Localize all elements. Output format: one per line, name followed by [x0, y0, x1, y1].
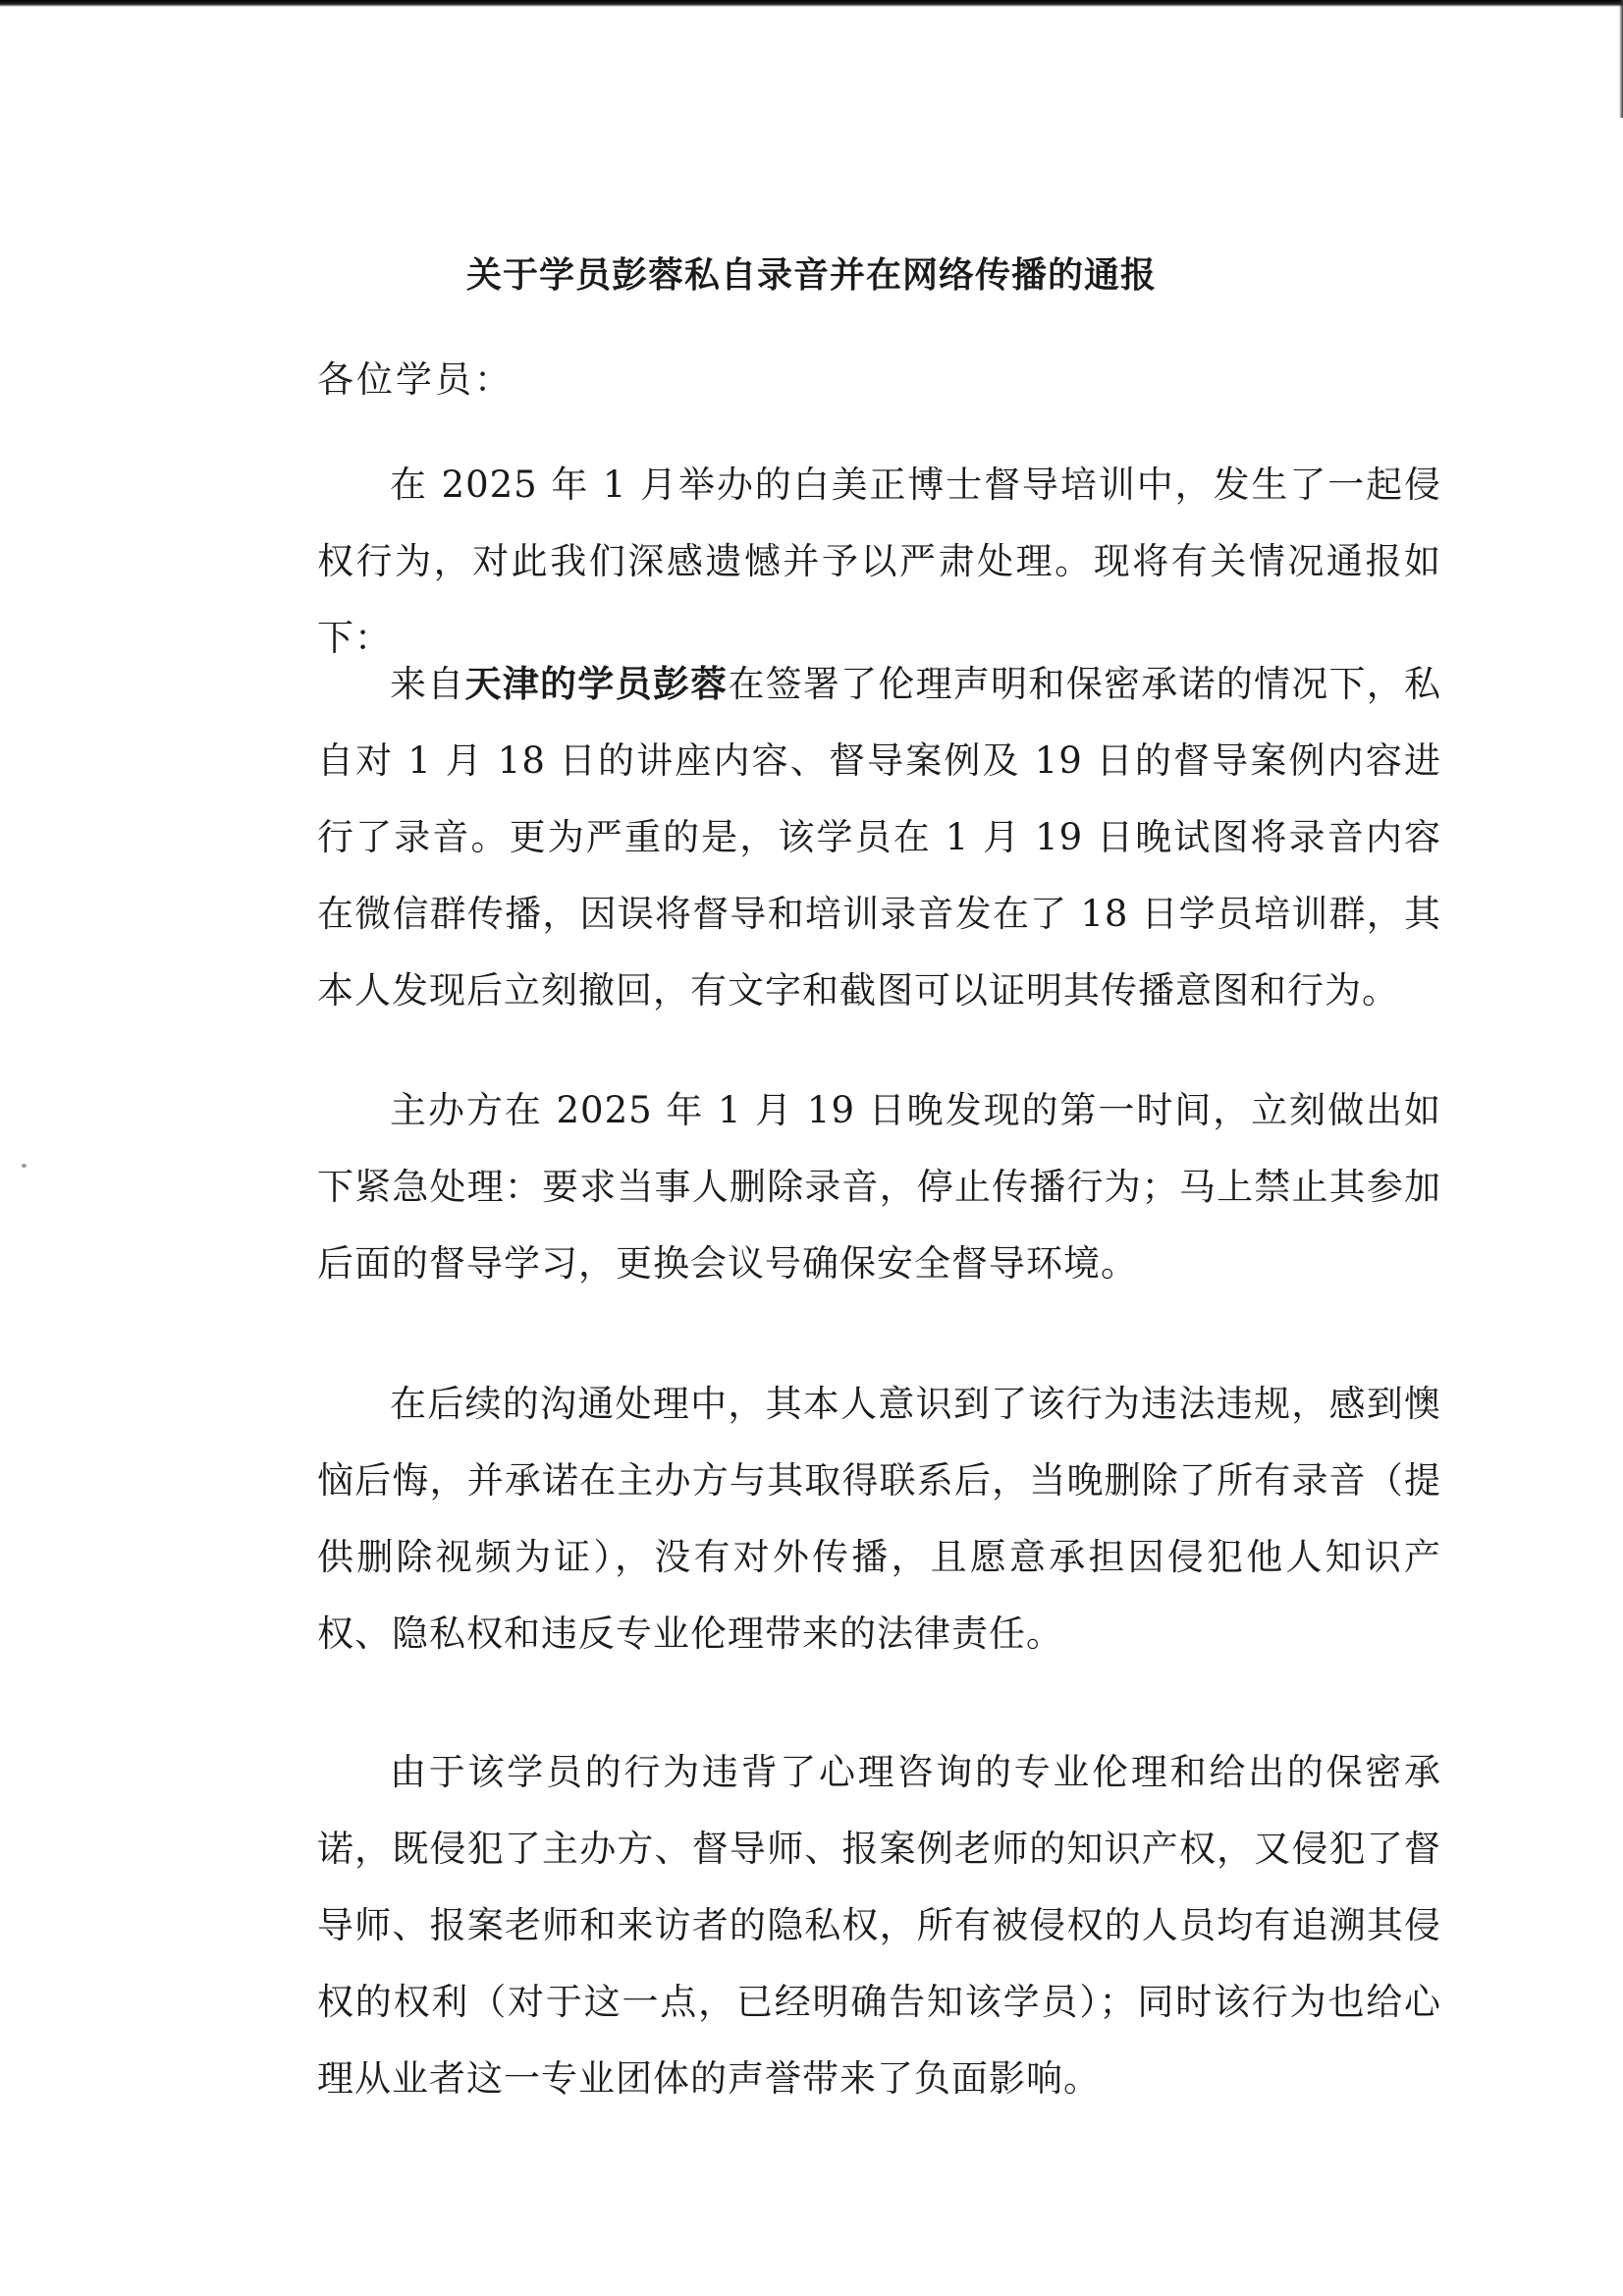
scan-right-edge — [1619, 0, 1623, 118]
paragraph-1: 在 2025 年 1 月举办的白美正博士督导培训中，发生了一起侵权行为，对此我们深感遗憾并予以严肃处理。现将有关情况通报如下： — [317, 464, 1441, 659]
paragraph-3: 主办方在 2025 年 1 月 19 日晚发现的第一时间，立刻做出如下紧急处理：要求当事人删除录音，停止传播行为；马上禁止其参加后面的督导学习，更换会议号确保安全督导环境。 — [317, 1089, 1441, 1285]
salutation: 各位学员： — [317, 358, 514, 401]
paragraph-2-bold-name: 天津的学员彭蓉 — [464, 662, 729, 705]
paragraph-4: 在后续的沟通处理中，其本人意识到了该行为违法违规，感到懊恼后悔，并承诺在主办方与其取得联系后，当晚删除了所有录音（提供删除视频为证），没有对外传播，且愿意承担因侵犯他人知识产权、隐私权和违反专业伦理带来的法律责任。 — [317, 1383, 1441, 1655]
paragraph-5: 由于该学员的行为违背了心理咨询的专业伦理和给出的保密承诺，既侵犯了主办方、督导师、报案例老师的知识产权，又侵犯了督导师、报案老师和来访者的隐私权，所有被侵权的人员均有追溯其侵权的权利（对于这一点，已经明确告知该学员）；同时该行为也给心理从业者这一专业团体的声誉带来了负面影响。 — [317, 1751, 1441, 2100]
paragraph-2-prefix: 来自 — [390, 663, 465, 705]
scan-top-edge — [0, 0, 1623, 7]
paragraph-2 — [317, 645, 1441, 1029]
scan-speck — [22, 1164, 27, 1168]
paragraph-2-body: 在签署了伦理声明和保密承诺的情况下，私自对 1 月 18 日的讲座内容、督导案例及 19 日的督导案例内容进行了录音。更为严重的是，该学员在 1 月 19 日晚试图将录音内容在微信群传播，因误将督导和培训录音发在了 18 日学员培训群，其本人发现后立刻撤回，有文字和截图可以证明其传播意图和行为。 — [317, 663, 1442, 1011]
document-title: 关于学员彭蓉私自录音并在网络传播的通报 — [465, 254, 1157, 296]
